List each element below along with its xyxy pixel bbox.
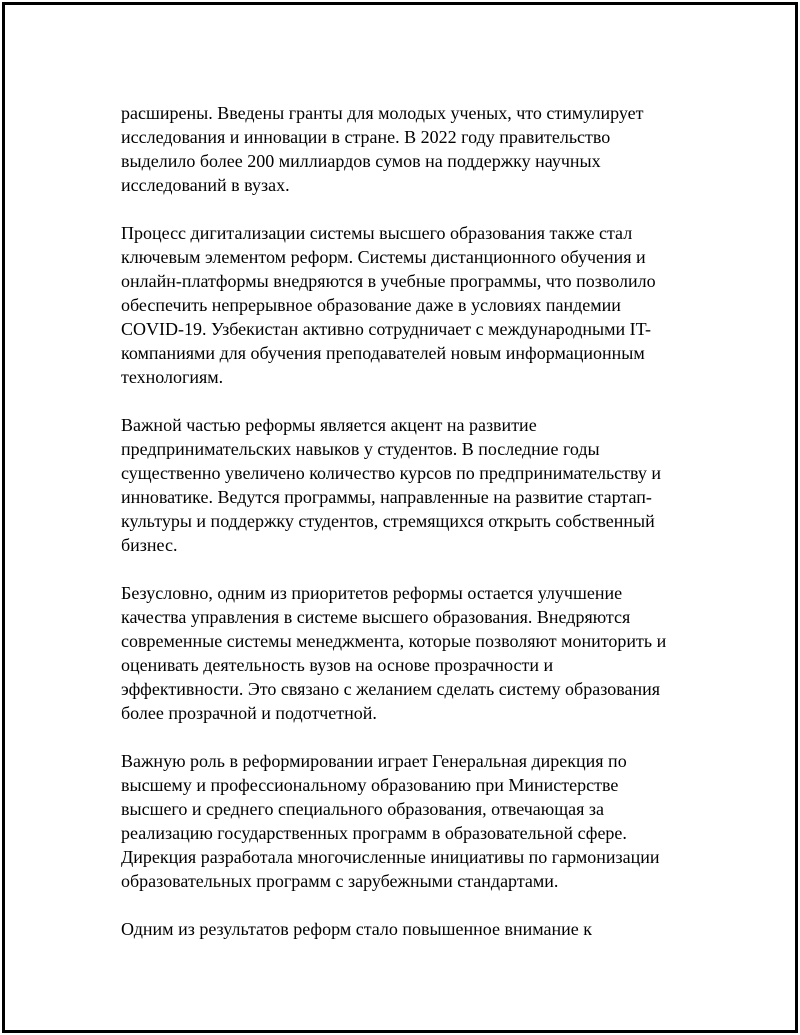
paragraph: Одним из результатов реформ стало повышенное внимание к xyxy=(121,919,592,939)
paragraph: Процесс дигитализации системы высшего образования также стал ключевым элементом реформ. Системы дистанционного обучения и онлайн-платформы внедряются в учебные программы, что позволило обеспечить непрерывное образование даже в условиях пандемии COVID-19. Узбекистан активно сотрудничает с международными IT- компаниями для обучения преподавателей новым информационным технологиям. xyxy=(121,223,656,387)
paragraph: Важной частью реформы является акцент на развитие предпринимательских навыков у студентов. В последние годы существенно увеличено количество курсов по предпринимательству и инноватике. Ведутся программы, направленные на развитие стартап- культуры и поддержку студентов, стремящихся открыть собственный бизнес. xyxy=(121,415,662,555)
paragraph: расширены. Введены гранты для молодых ученых, что стимулирует исследования и инновации в стране. В 2022 году правительство выделило более 200 миллиардов сумов на поддержку научных исследований в вузах. xyxy=(121,103,644,195)
document-page xyxy=(2,2,798,1033)
document-body xyxy=(121,101,701,965)
paragraph: Важную роль в реформировании играет Генеральная дирекция по высшему и профессиональному образованию при Министерстве высшего и среднего специального образования, отвечающая за реализацию государственных программ в образовательной сфере. Дирекция разработала многочисленные инициативы по гармонизации образовательных программ с зарубежными стандартами. xyxy=(121,751,660,891)
paragraph: Безусловно, одним из приоритетов реформы остается улучшение качества управления в системе высшего образования. Внедряются современные системы менеджмента, которые позволяют мониторить и оценивать деятельность вузов на основе прозрачности и эффективности. Это связано с желанием сделать систему образования более прозрачной и подотчетной. xyxy=(121,583,667,723)
